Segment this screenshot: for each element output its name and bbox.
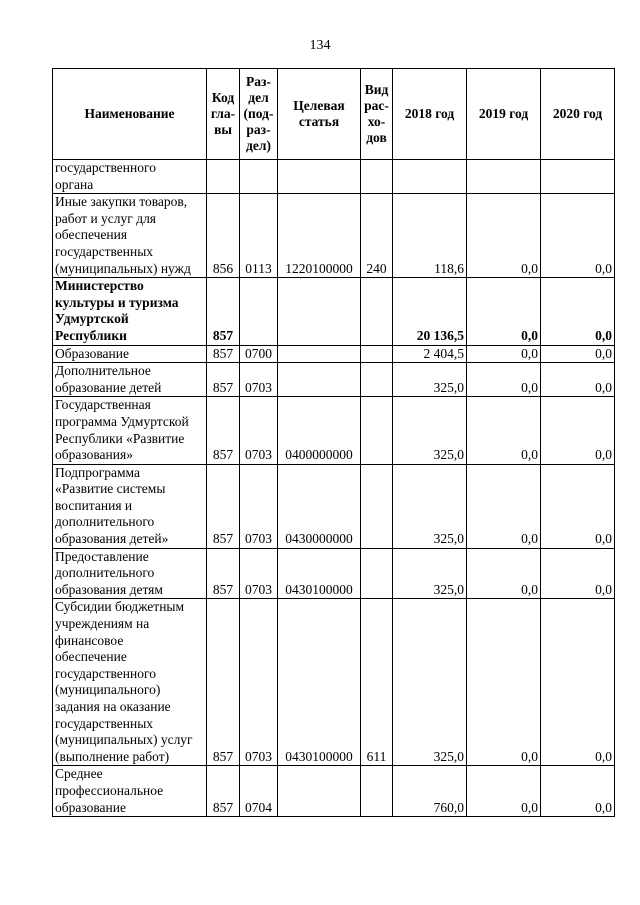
cell-2018: 20 136,5 — [393, 278, 467, 345]
table-row — [53, 345, 615, 363]
cell-2019: 0,0 — [467, 345, 541, 363]
cell-2019: 0,0 — [467, 278, 541, 345]
cell-2020: 0,0 — [541, 194, 615, 278]
cell-2020: 0,0 — [541, 548, 615, 599]
cell-name: Подпрограмма «Развитие системы воспитания и дополнительного образования детей» — [53, 464, 207, 548]
table-row — [53, 363, 615, 397]
cell-target — [278, 278, 361, 345]
cell-name: Государственная программа Удмуртской Республики «Развитие образования» — [53, 397, 207, 464]
cell-target — [278, 345, 361, 363]
cell-target — [278, 160, 361, 194]
cell-name: государственного органа — [53, 160, 207, 194]
cell-2020: 0,0 — [541, 766, 615, 817]
cell-chapter: 857 — [207, 363, 240, 397]
cell-name: Предоставление дополнительного образования детям — [53, 548, 207, 599]
cell-expense: 611 — [361, 599, 393, 766]
header-name: Наименование — [53, 69, 207, 160]
cell-2018: 325,0 — [393, 548, 467, 599]
cell-chapter: 857 — [207, 345, 240, 363]
cell-section: 0703 — [240, 599, 278, 766]
table-row — [53, 766, 615, 817]
cell-name: Образование — [53, 345, 207, 363]
budget-table — [52, 68, 615, 817]
table-row — [53, 278, 615, 345]
cell-section: 0700 — [240, 345, 278, 363]
cell-2019: 0,0 — [467, 766, 541, 817]
table-row — [53, 548, 615, 599]
cell-2018: 325,0 — [393, 599, 467, 766]
cell-expense — [361, 766, 393, 817]
cell-target: 0430000000 — [278, 464, 361, 548]
table-row — [53, 160, 615, 194]
cell-section: 0113 — [240, 194, 278, 278]
cell-target: 0400000000 — [278, 397, 361, 464]
cell-2020: 0,0 — [541, 397, 615, 464]
header-2020: 2020 год — [541, 69, 615, 160]
cell-2020: 0,0 — [541, 363, 615, 397]
cell-2018: 118,6 — [393, 194, 467, 278]
cell-name: Дополнительное образование детей — [53, 363, 207, 397]
cell-2019: 0,0 — [467, 363, 541, 397]
cell-expense — [361, 464, 393, 548]
cell-2018: 325,0 — [393, 397, 467, 464]
cell-expense — [361, 278, 393, 345]
cell-2020: 0,0 — [541, 464, 615, 548]
cell-name: Министерство культуры и туризма Удмуртской Республики — [53, 278, 207, 345]
cell-name: Среднее профессиональное образование — [53, 766, 207, 817]
cell-target — [278, 363, 361, 397]
table-row — [53, 397, 615, 464]
cell-section: 0703 — [240, 397, 278, 464]
cell-target: 0430100000 — [278, 548, 361, 599]
header-target-article: Целевая статья — [278, 69, 361, 160]
cell-expense — [361, 397, 393, 464]
cell-2018: 2 404,5 — [393, 345, 467, 363]
cell-chapter: 857 — [207, 397, 240, 464]
cell-chapter: 857 — [207, 766, 240, 817]
cell-section: 0703 — [240, 464, 278, 548]
cell-2020: 0,0 — [541, 278, 615, 345]
cell-section — [240, 278, 278, 345]
cell-2018: 325,0 — [393, 363, 467, 397]
cell-section: 0703 — [240, 363, 278, 397]
table-header-row — [53, 69, 615, 160]
cell-expense — [361, 363, 393, 397]
cell-chapter: 856 — [207, 194, 240, 278]
cell-expense: 240 — [361, 194, 393, 278]
cell-2019: 0,0 — [467, 194, 541, 278]
cell-section — [240, 160, 278, 194]
cell-2019: 0,0 — [467, 548, 541, 599]
cell-chapter: 857 — [207, 599, 240, 766]
cell-target: 0430100000 — [278, 599, 361, 766]
cell-2018: 325,0 — [393, 464, 467, 548]
header-2018: 2018 год — [393, 69, 467, 160]
cell-target: 1220100000 — [278, 194, 361, 278]
cell-2020: 0,0 — [541, 599, 615, 766]
header-chapter-code: Код гла- вы — [207, 69, 240, 160]
cell-section: 0704 — [240, 766, 278, 817]
table-row — [53, 464, 615, 548]
cell-expense — [361, 548, 393, 599]
cell-name: Субсидии бюджетным учреждениям на финансовое обеспечение государственного (муниципального) задания на оказание государственных (муниципальных) услуг (выполнение работ) — [53, 599, 207, 766]
cell-2020 — [541, 160, 615, 194]
page-number: 134 — [309, 38, 331, 53]
header-expense-type: Вид рас- хо- дов — [361, 69, 393, 160]
cell-2018 — [393, 160, 467, 194]
cell-expense — [361, 160, 393, 194]
cell-chapter: 857 — [207, 548, 240, 599]
header-section: Раз- дел (под- раз- дел) — [240, 69, 278, 160]
header-2019: 2019 год — [467, 69, 541, 160]
cell-target — [278, 766, 361, 817]
table-row — [53, 194, 615, 278]
cell-2019 — [467, 160, 541, 194]
cell-2018: 760,0 — [393, 766, 467, 817]
cell-2020: 0,0 — [541, 345, 615, 363]
cell-chapter: 857 — [207, 464, 240, 548]
cell-2019: 0,0 — [467, 599, 541, 766]
table-row — [53, 599, 615, 766]
cell-2019: 0,0 — [467, 464, 541, 548]
cell-chapter: 857 — [207, 278, 240, 345]
cell-chapter — [207, 160, 240, 194]
cell-section: 0703 — [240, 548, 278, 599]
cell-2019: 0,0 — [467, 397, 541, 464]
cell-expense — [361, 345, 393, 363]
cell-name: Иные закупки товаров, работ и услуг для обеспечения государственных (муниципальных) нужд — [53, 194, 207, 278]
